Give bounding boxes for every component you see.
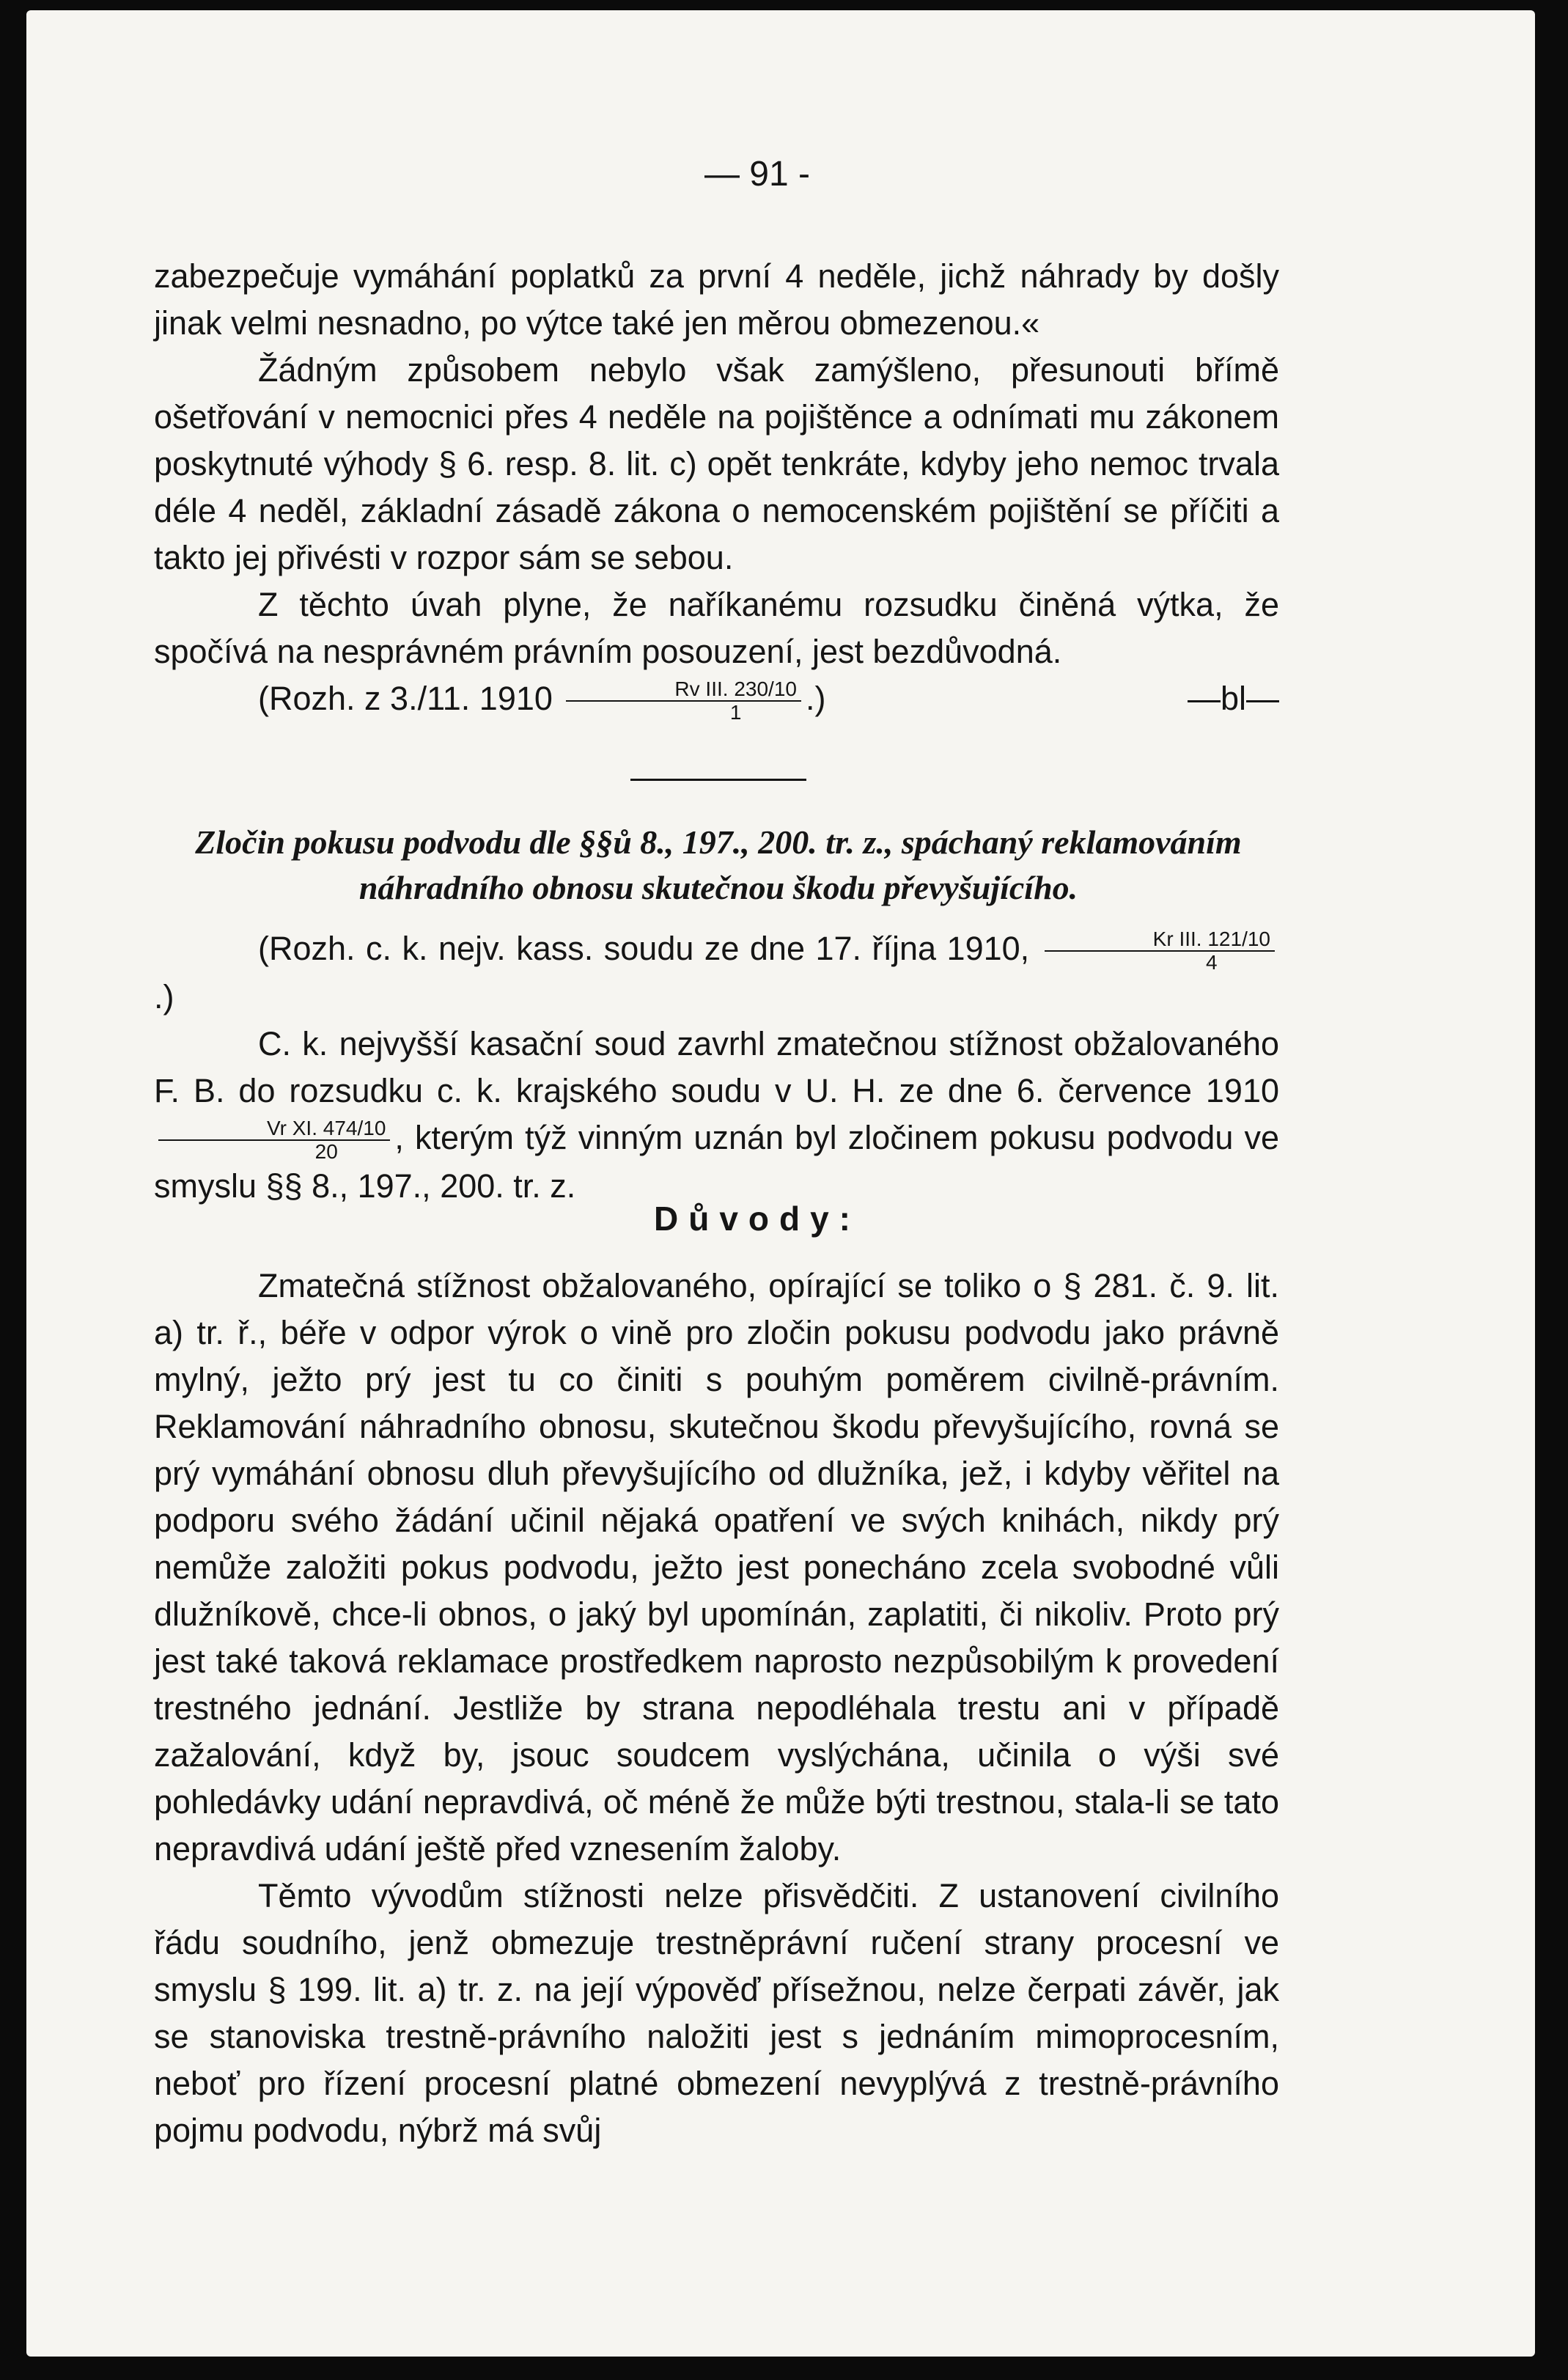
paragraph-4 bbox=[154, 1021, 1279, 1210]
citation-1-denominator: 1 bbox=[729, 701, 742, 724]
author-signature: —bl— bbox=[1187, 680, 1279, 717]
citation-1-suffix: .) bbox=[805, 680, 826, 717]
citation-1-prefix: (Rozh. z 3./11. 1910 bbox=[258, 680, 553, 717]
paragraph-5: Zmatečná stížnost obžalovaného, opírající se toliko o § 281. č. 9. lit. a) tr. ř., béře v odpor výrok o vině pro zločin pokusu podvodu jako právně mylný, ježto prý jest tu co činiti s pouhým poměrem civilně-právním. Reklamování náhradního obnosu, skutečnou škodu převyšujícího, rovná se prý vymáhání obnosu dluh převyšujícího od dlužníka, jež, i kdyby věřitel na podporu svého žádání učinil nějaká opatření ve svých knihách, nikdy prý nemůže založiti pokus podvodu, ježto jest ponecháno zcela svobodné vůli dlužníkově, chce-li obnos, o jaký byl upomínán, zaplatiti, či nikoliv. Proto prý jest také taková reklamace prostředkem naprosto nezpůsobilým k provedení trestného jednání. Jestliže by strana nepodléhala trestu ani v případě zažalování, když by, jsouc soudcem vyslýchána, učinila o výši své pohledávky udání nepravdivá, oč méně že může býti trestnou, stala-li se tato nepravdivá udání ještě před vznesením žaloby. bbox=[154, 1267, 1279, 1867]
citation-2 bbox=[154, 925, 1279, 1021]
paragraph-4-start: C. k. nejvyšší kasační soud zavrhl zmatečnou stížnost obžalovaného F. B. do rozsudku c. k. krajského soudu v U. H. ze dne 6. července 1910 bbox=[154, 1025, 1279, 1110]
citation-1 bbox=[154, 675, 1279, 724]
case-intro bbox=[154, 925, 1279, 1210]
paragraph-4-fraction bbox=[158, 1117, 390, 1163]
paragraph-4-denominator: 20 bbox=[314, 1140, 338, 1164]
citation-1-fraction bbox=[566, 678, 801, 724]
paragraph-2: Žádným způsobem nebylo však zamýšleno, přesunouti břímě ošetřování v nemocnici přes 4 neděle na pojištěnce a odnímati mu zákonem poskytnuté výhody § 6. resp. 8. lit. c) opět tenkráte, kdyby jeho nemoc trvala déle 4 neděl, základní zásadě zákona o nemocenském pojištění se příčiti a takto jej přivésti v rozpor sám se sebou. bbox=[154, 351, 1279, 576]
section-heading: Důvody: bbox=[654, 1200, 861, 1238]
paragraph-4-end: , kterým týž vinným uznán byl zločinem pokusu podvodu ve smyslu §§ 8., 197., 200. tr. z. bbox=[154, 1119, 1279, 1205]
reasons-text bbox=[154, 1263, 1279, 2154]
section-divider bbox=[630, 779, 806, 781]
case-title: Zločin pokusu podvodu dle §§ů 8., 197., 200. tr. z., spáchaný reklamováním náhradního obnosu skutečnou škodu převyšujícího. bbox=[195, 823, 1242, 906]
citation-2-numerator: Kr III. 121/10 bbox=[1045, 928, 1275, 952]
paragraph-1: zabezpečuje vymáhání poplatků za první 4 neděle, jichž náhrady by došly jinak velmi nesnadno, po výtce také jen měrou obmezenou.« bbox=[154, 257, 1279, 342]
citation-2-suffix: .) bbox=[154, 978, 174, 1016]
citation-1-numerator: Rv III. 230/10 bbox=[566, 678, 801, 702]
paragraph-3: Z těchto úvah plyne, že naříkanému rozsudku činěná výtka, že spočívá na nesprávném právním posouzení, jest bezdůvodná. bbox=[154, 586, 1279, 670]
continued-text bbox=[154, 253, 1279, 724]
citation-2-fraction bbox=[1045, 928, 1275, 974]
paragraph-4-numerator: Vr XI. 474/10 bbox=[158, 1117, 390, 1141]
paragraph-6: Těmto vývodům stížnosti nelze přisvědčiti. Z ustanovení civilního řádu soudního, jenž obmezuje trestněprávní ručení strany procesní ve smyslu § 199. lit. a) tr. z. na její výpověď přísežnou, nelze čerpati závěr, jak se stanoviska trestně-právního naložiti jest s jednáním mimoprocesním, neboť pro řízení procesní platné obmezení nevyplývá z trestně-právního pojmu podvodu, nýbrž má svůj bbox=[154, 1877, 1279, 2149]
citation-2-prefix: (Rozh. c. k. nejv. kass. soudu ze dne 17. října 1910, bbox=[258, 930, 1030, 967]
page-number: — 91 - bbox=[704, 155, 811, 194]
citation-2-denominator: 4 bbox=[1206, 951, 1218, 974]
